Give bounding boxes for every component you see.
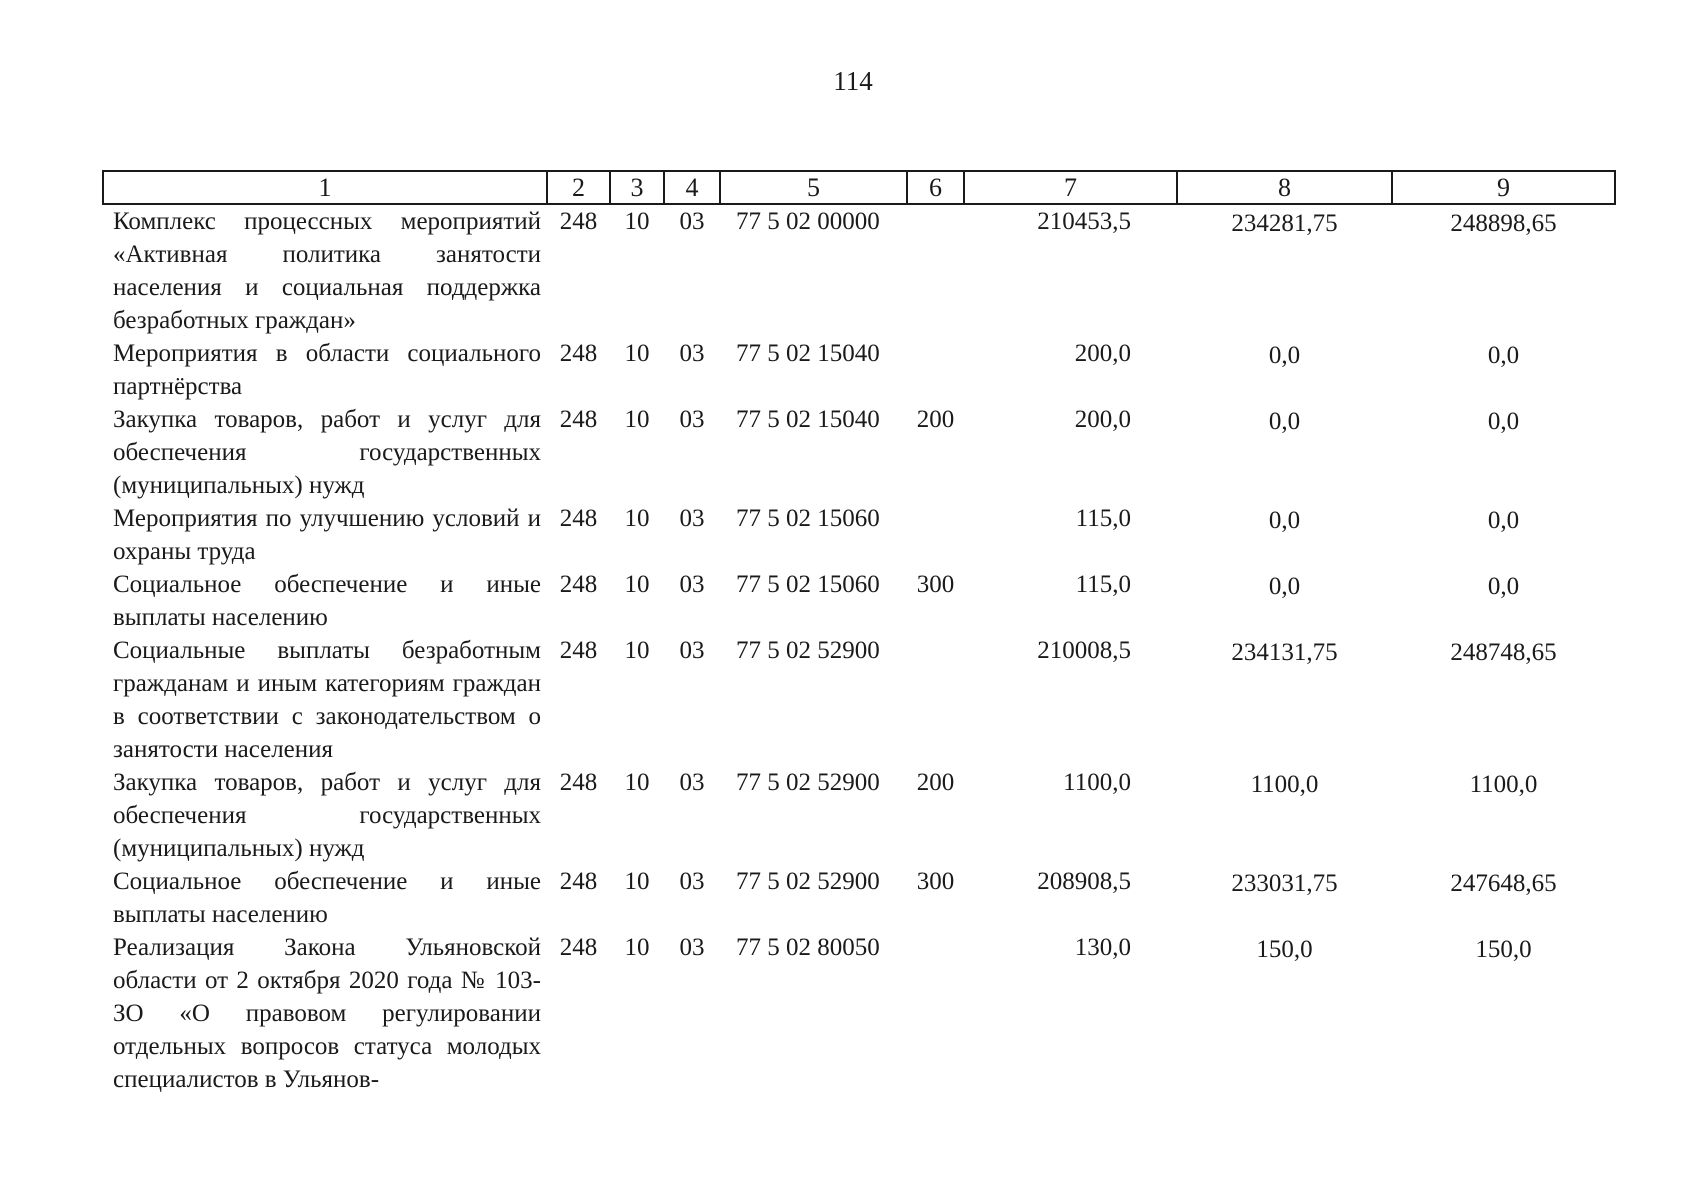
row-subsection: 03 <box>679 505 705 532</box>
row-grbs: 248 <box>559 505 598 532</box>
row-expense-type <box>907 502 964 568</box>
table-row <box>103 502 1615 568</box>
header-col-7: 7 <box>964 171 1177 204</box>
row-subsection: 03 <box>679 406 705 433</box>
row-subsection: 03 <box>679 868 705 895</box>
row-expense-type <box>907 204 964 337</box>
row-subsection: 03 <box>679 571 705 598</box>
row-section: 10 <box>624 868 650 895</box>
row-amount-col8: 0,0 <box>1268 507 1301 534</box>
row-amount-col7: 208908,5 <box>1037 868 1131 895</box>
row-amount-col8: 150,0 <box>1256 936 1313 963</box>
row-amount-col9: 0,0 <box>1487 573 1520 600</box>
row-subsection: 03 <box>679 934 705 961</box>
row-name: Социальные выплаты безработным гражданам и иным категориям граждан в соответствии с законодательством о занятости населения <box>113 637 541 763</box>
row-amount-col7: 200,0 <box>1074 340 1131 367</box>
header-row <box>103 171 1615 204</box>
row-amount-col7: 210453,5 <box>1037 208 1131 235</box>
row-amount-col9: 248898,65 <box>1450 210 1557 237</box>
row-amount-col7: 1100,0 <box>1063 769 1131 796</box>
row-target-article: 77 5 02 15040 <box>736 340 880 367</box>
row-name: Мероприятия в области социального партнёрства <box>113 340 541 400</box>
row-amount-col8: 0,0 <box>1268 342 1301 369</box>
row-amount-col7: 130,0 <box>1074 934 1131 961</box>
row-subsection: 03 <box>679 340 705 367</box>
row-section: 10 <box>624 769 650 796</box>
row-target-article: 77 5 02 15060 <box>736 505 880 532</box>
row-name: Комплекс процессных мероприятий «Активная политика занятости населения и социальная поддержка безработных граждан» <box>113 208 541 334</box>
row-expense-type: 200 <box>916 769 955 796</box>
header-col-5: 5 <box>720 171 907 204</box>
row-target-article: 77 5 02 52900 <box>736 637 880 664</box>
row-grbs: 248 <box>559 868 598 895</box>
row-expense-type: 200 <box>916 406 955 433</box>
table-row <box>103 931 1615 1096</box>
row-name: Социальное обеспечение и иные выплаты населению <box>113 571 541 631</box>
row-grbs: 248 <box>559 934 598 961</box>
row-amount-col9: 0,0 <box>1487 408 1520 435</box>
row-grbs: 248 <box>559 637 598 664</box>
row-target-article: 77 5 02 52900 <box>736 868 880 895</box>
table-row <box>103 337 1615 403</box>
row-amount-col8: 0,0 <box>1268 408 1301 435</box>
row-amount-col9: 0,0 <box>1487 507 1520 534</box>
row-amount-col9: 1100,0 <box>1469 771 1538 798</box>
header-col-1: 1 <box>103 171 547 204</box>
row-amount-col9: 150,0 <box>1475 936 1532 963</box>
row-amount-col7: 115,0 <box>1075 571 1131 598</box>
table-row <box>103 204 1615 337</box>
row-amount-col8: 234131,75 <box>1231 639 1338 666</box>
table-row <box>103 634 1615 766</box>
row-section: 10 <box>624 505 650 532</box>
table-body <box>103 204 1615 1096</box>
row-expense-type <box>907 337 964 403</box>
row-section: 10 <box>624 637 650 664</box>
table-row <box>103 865 1615 931</box>
row-section: 10 <box>624 406 650 433</box>
header-col-4: 4 <box>664 171 720 204</box>
row-target-article: 77 5 02 15040 <box>736 406 880 433</box>
row-amount-col7: 210008,5 <box>1037 637 1131 664</box>
row-grbs: 248 <box>559 571 598 598</box>
row-section: 10 <box>624 571 650 598</box>
row-subsection: 03 <box>679 637 705 664</box>
row-name: Социальное обеспечение и иные выплаты населению <box>113 868 541 928</box>
header-col-3: 3 <box>610 171 664 204</box>
row-expense-type <box>907 931 964 1096</box>
row-subsection: 03 <box>679 208 705 235</box>
row-amount-col8: 0,0 <box>1268 573 1301 600</box>
row-grbs: 248 <box>559 340 598 367</box>
header-col-9: 9 <box>1392 171 1615 204</box>
row-grbs: 248 <box>559 769 598 796</box>
row-name: Закупка товаров, работ и услуг для обеспечения государственных (муниципальных) нужд <box>113 406 541 499</box>
table-row <box>103 568 1615 634</box>
row-amount-col9: 0,0 <box>1487 342 1520 369</box>
table-row <box>103 766 1615 865</box>
page-number: 114 <box>833 66 873 96</box>
row-expense-type <box>907 634 964 766</box>
row-amount-col8: 234281,75 <box>1231 210 1338 237</box>
row-amount-col8: 233031,75 <box>1231 870 1338 897</box>
header-col-2: 2 <box>547 171 610 204</box>
row-expense-type: 300 <box>916 868 955 895</box>
table-header <box>103 171 1615 204</box>
row-name: Мероприятия по улучшению условий и охраны труда <box>113 505 541 565</box>
budget-table <box>102 170 1616 1096</box>
header-col-6: 6 <box>907 171 964 204</box>
row-amount-col7: 200,0 <box>1074 406 1131 433</box>
row-grbs: 248 <box>559 406 598 433</box>
row-section: 10 <box>624 934 650 961</box>
row-expense-type: 300 <box>916 571 955 598</box>
row-amount-col9: 247648,65 <box>1450 870 1557 897</box>
row-section: 10 <box>624 340 650 367</box>
table-row <box>103 403 1615 502</box>
row-section: 10 <box>624 208 650 235</box>
row-target-article: 77 5 02 00000 <box>736 208 880 235</box>
row-target-article: 77 5 02 80050 <box>736 934 880 961</box>
row-amount-col7: 115,0 <box>1075 505 1131 532</box>
row-amount-col9: 248748,65 <box>1450 639 1557 666</box>
header-col-8: 8 <box>1177 171 1392 204</box>
row-name: Закупка товаров, работ и услуг для обеспечения государственных (муниципальных) нужд <box>113 769 541 862</box>
row-amount-col8: 1100,0 <box>1250 771 1319 798</box>
row-subsection: 03 <box>679 769 705 796</box>
row-target-article: 77 5 02 52900 <box>736 769 880 796</box>
row-name: Реализация Закона Ульяновской области от 2 октября 2020 года № 103-ЗО «О правовом регулировании отдельных вопросов статуса молодых специалистов в Ульянов- <box>113 934 541 1093</box>
row-target-article: 77 5 02 15060 <box>736 571 880 598</box>
row-grbs: 248 <box>559 208 598 235</box>
